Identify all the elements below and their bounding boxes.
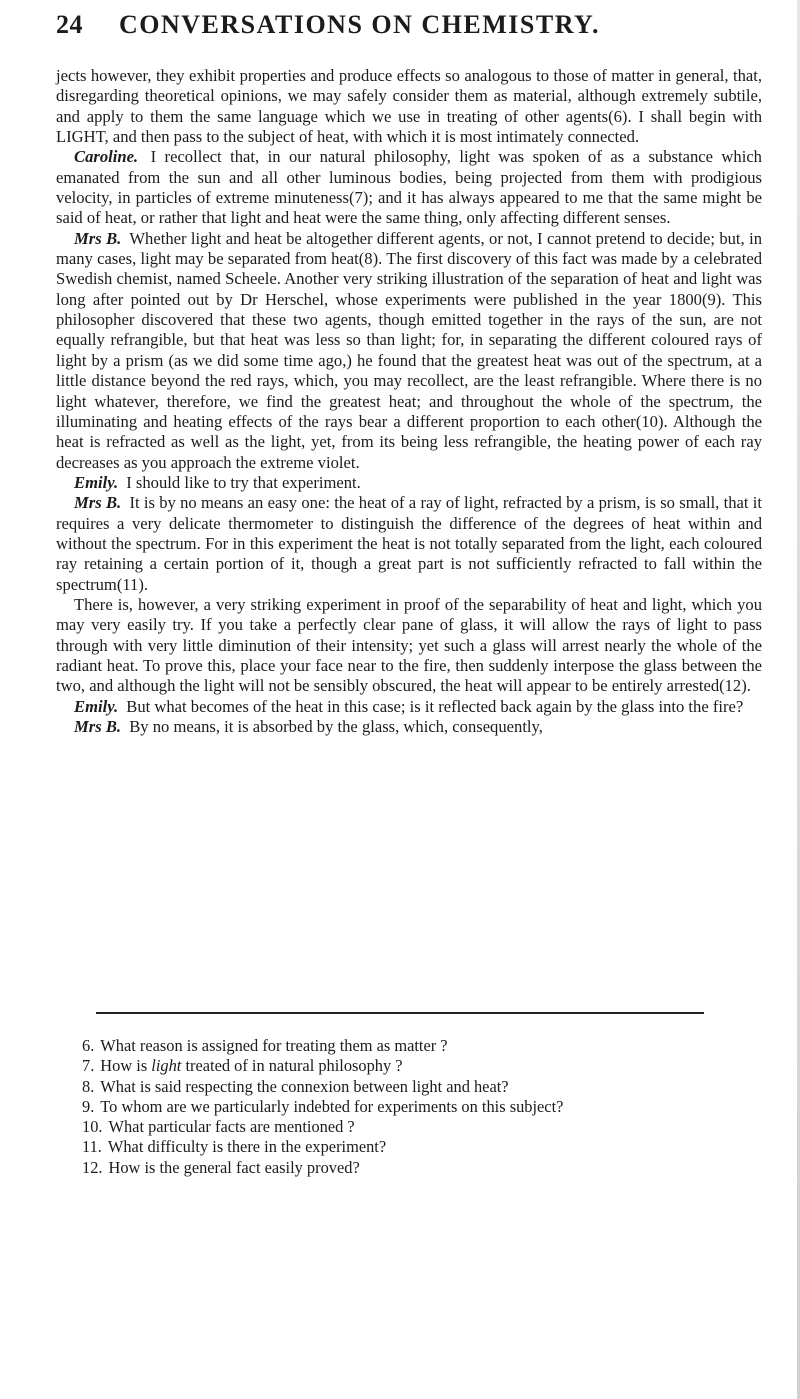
question-text: What is said respecting the connexion between light and heat? — [100, 1076, 509, 1096]
question-item — [56, 1036, 762, 1056]
question-item — [56, 1077, 762, 1097]
question-item — [56, 1117, 762, 1137]
question-number: 6. — [82, 1036, 95, 1055]
paragraph-dialogue — [56, 697, 762, 717]
speaker-name: Mrs B. — [74, 228, 122, 248]
paragraph-text: jects however, they exhibit properties and produce effects so analogous to those of matter in general, that, disregarding theoretical opinions, we may safely consider them as material, although extremely subtile, and apply to them the same language which we use in treating of other agents(6). I shall begin with LIGHT, and then pass to the subject of heat, with which it is most intimately connected. — [56, 66, 762, 147]
paragraph-dialogue — [56, 473, 762, 493]
question-text: What particular facts are mentioned ? — [108, 1117, 355, 1137]
paragraph-dialogue — [56, 717, 762, 737]
speaker-name: Emily. — [74, 696, 119, 716]
speaker-name: Mrs B. — [74, 717, 122, 736]
question-text: What reason is assigned for treating them as matter ? — [100, 1036, 448, 1055]
paragraph-text: There is, however, a very striking experiment in proof of the separability of heat and light, which you may very easily try. If you take a perfectly clear pane of glass, it will allow the rays of light to pass through with very little diminution of their intensity; yet such a glass will arrest nearly the whole of the radiant heat. To prove this, place your face near to the fire, then suddenly interpose the glass between the two, and although the light will not be sensibly obscured, the heat will appear to be entirely arrested(12). — [56, 594, 762, 696]
question-number: 10. — [82, 1117, 103, 1137]
question-number: 12. — [82, 1157, 103, 1177]
paragraph-text: By no means, it is absorbed by the glass, which, consequently, — [129, 717, 543, 736]
paragraph-text: I should like to try that experiment. — [126, 472, 361, 492]
running-head — [56, 10, 771, 46]
study-questions — [56, 1036, 762, 1178]
footnote-divider — [96, 1012, 704, 1014]
question-emphasis: light — [151, 1056, 182, 1076]
question-number: 9. — [82, 1096, 95, 1116]
question-item — [56, 1097, 762, 1117]
paragraph — [56, 595, 762, 697]
question-item — [56, 1056, 762, 1076]
question-number: 7. — [82, 1056, 95, 1076]
question-text: How is — [100, 1056, 152, 1076]
question-number: 8. — [82, 1076, 95, 1096]
question-number: 11. — [82, 1137, 102, 1157]
paragraph-text: Whether light and heat be altogether different agents, or not, I cannot pretend to decide; but, in many cases, light may be separated from heat(8). The first discovery of this fact was made by a celebrated Swedish chemist, named Scheele. Another very striking illustration of the separation of heat and light was long after pointed out by Dr Herschel, whose experiments were published in the year 1800(9). This philosopher discovered that these two agents, though emitted together in the rays of the sun, are not equally refrangible, but that heat was less so than light; for, in separating the different coloured rays of light by a prism (as we did some time ago,) he found that the greatest heat was out of the spectrum, at a little distance beyond the red rays, which, you may recollect, are the least refrangible. Where there is no light whatever, therefore, we find the greatest heat; and throughout the whole of the spectrum, the illuminating and heating effects of the rays bear a different proportion to each other(10). Although the heat is refracted as well as the light, yet, from its being less refrangible, the heating power of each ray decreases as you approach the extreme violet. — [56, 228, 762, 472]
question-text: treated of in natural philosophy ? — [181, 1056, 403, 1076]
paragraph-dialogue — [56, 147, 762, 228]
paragraph — [56, 66, 762, 147]
paragraph-text: But what becomes of the heat in this case; is it reflected back again by the glass into the fire? — [126, 696, 744, 716]
paragraph-dialogue — [56, 493, 762, 595]
question-item — [56, 1158, 762, 1178]
body-text — [56, 66, 762, 737]
speaker-name: Emily. — [74, 472, 119, 492]
paragraph-dialogue — [56, 229, 762, 473]
running-title: CONVERSATIONS ON CHEMISTRY. — [119, 10, 600, 39]
question-item — [56, 1137, 762, 1157]
speaker-name: Caroline. — [74, 147, 139, 167]
speaker-name: Mrs B. — [74, 493, 122, 513]
paragraph-text: It is by no means an easy one: the heat of a ray of light, refracted by a prism, is so small, that it requires a very delicate thermometer to distinguish the difference of the degrees of heat within and without the spectrum. For in this experiment the heat is not totally separated from the light, each coloured ray retaining a certain portion of it, though a great part is not sufficiently refracted to fall within the spectrum(11). — [56, 493, 762, 594]
question-text: To whom are we particularly indebted for experiments on this subject? — [100, 1096, 564, 1116]
paragraph-text: I recollect that, in our natural philosophy, light was spoken of as a substance which emanated from the sun and all other luminous bodies, being projected from them with prodigious velocity, in particles of extreme minuteness(7); and it has always appeared to me that the same might be said of heat, or rather that light and heat were the same thing, only affecting different senses. — [56, 147, 762, 228]
question-text: How is the general fact easily proved? — [108, 1157, 360, 1177]
page-number: 24 — [56, 10, 83, 39]
question-text: What difficulty is there in the experiment? — [107, 1137, 387, 1157]
